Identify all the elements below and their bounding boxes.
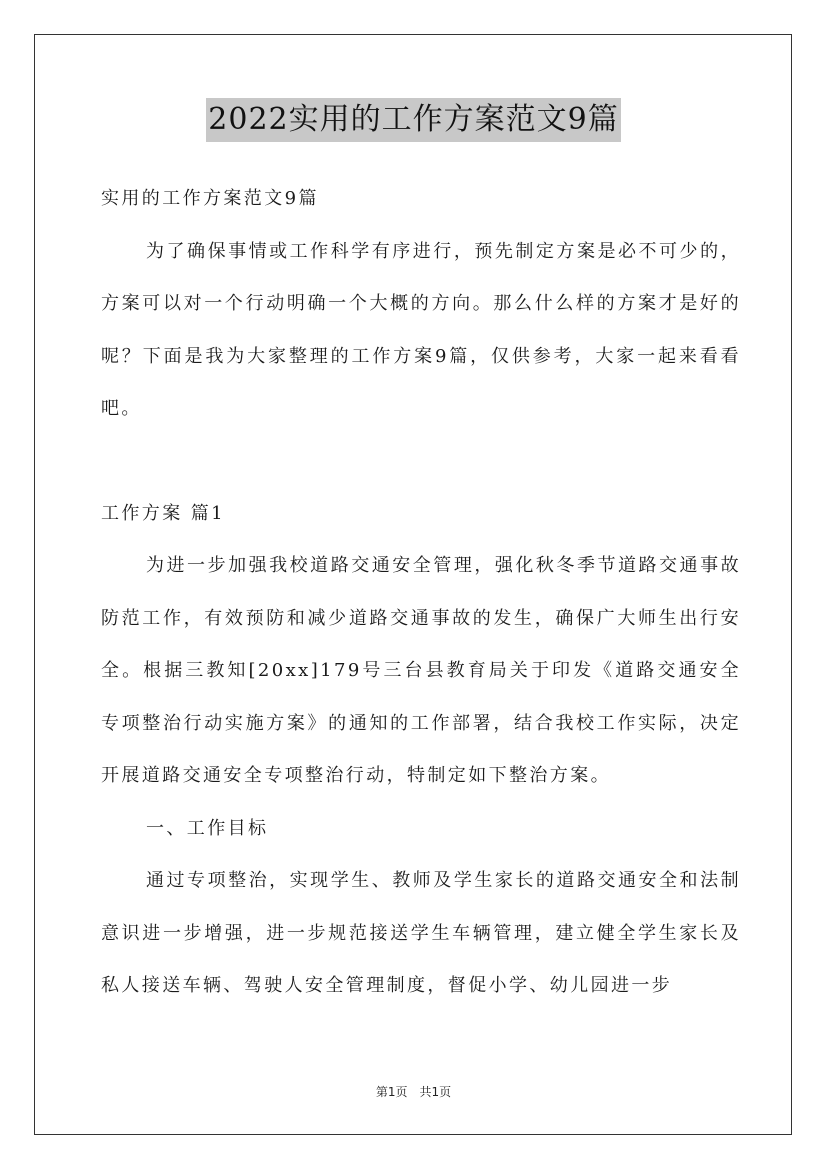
section-paragraph: 通过专项整治，实现学生、教师及学生家长的道路交通安全和法制意识进一步增强，进一步规范接送学生车辆管理，建立健全学生家长及私人接送车辆、驾驶人安全管理制度，督促小学、幼儿园进一步 [101, 870, 741, 996]
document-body [101, 173, 741, 1013]
document-title: 2022实用的工作方案范文9篇 [206, 98, 620, 142]
section-paragraph: 为进一步加强我校道路交通安全管理，强化秋冬季节道路交通事故防范工作，有效预防和减少道路交通事故的发生，确保广大师生出行安全。根据三教知[20xx]179号三台县教育局关于印发《道路交通安全专项整治行动实施方案》的通知的工作部署，结合我校工作实际，决定开展道路交通安全专项整治行动，特制定如下整治方案。 [101, 555, 741, 786]
section-spacer [101, 436, 741, 488]
title-container [0, 98, 827, 142]
section-subheading: 一、工作目标 [146, 817, 269, 839]
section-heading: 工作方案 篇1 [101, 502, 225, 524]
document-subtitle: 实用的工作方案范文9篇 [101, 188, 319, 209]
page-number: 第1页 [375, 1085, 408, 1099]
intro-paragraph: 为了确保事情或工作科学有序进行，预先制定方案是必不可少的，方案可以对一个行动明确一个大概的方向。那么什么样的方案才是好的呢？下面是我为大家整理的工作方案9篇，仅供参考，大家一起来看看吧。 [101, 240, 741, 419]
page-footer [0, 1083, 827, 1101]
page-total: 共1页 [419, 1085, 452, 1099]
